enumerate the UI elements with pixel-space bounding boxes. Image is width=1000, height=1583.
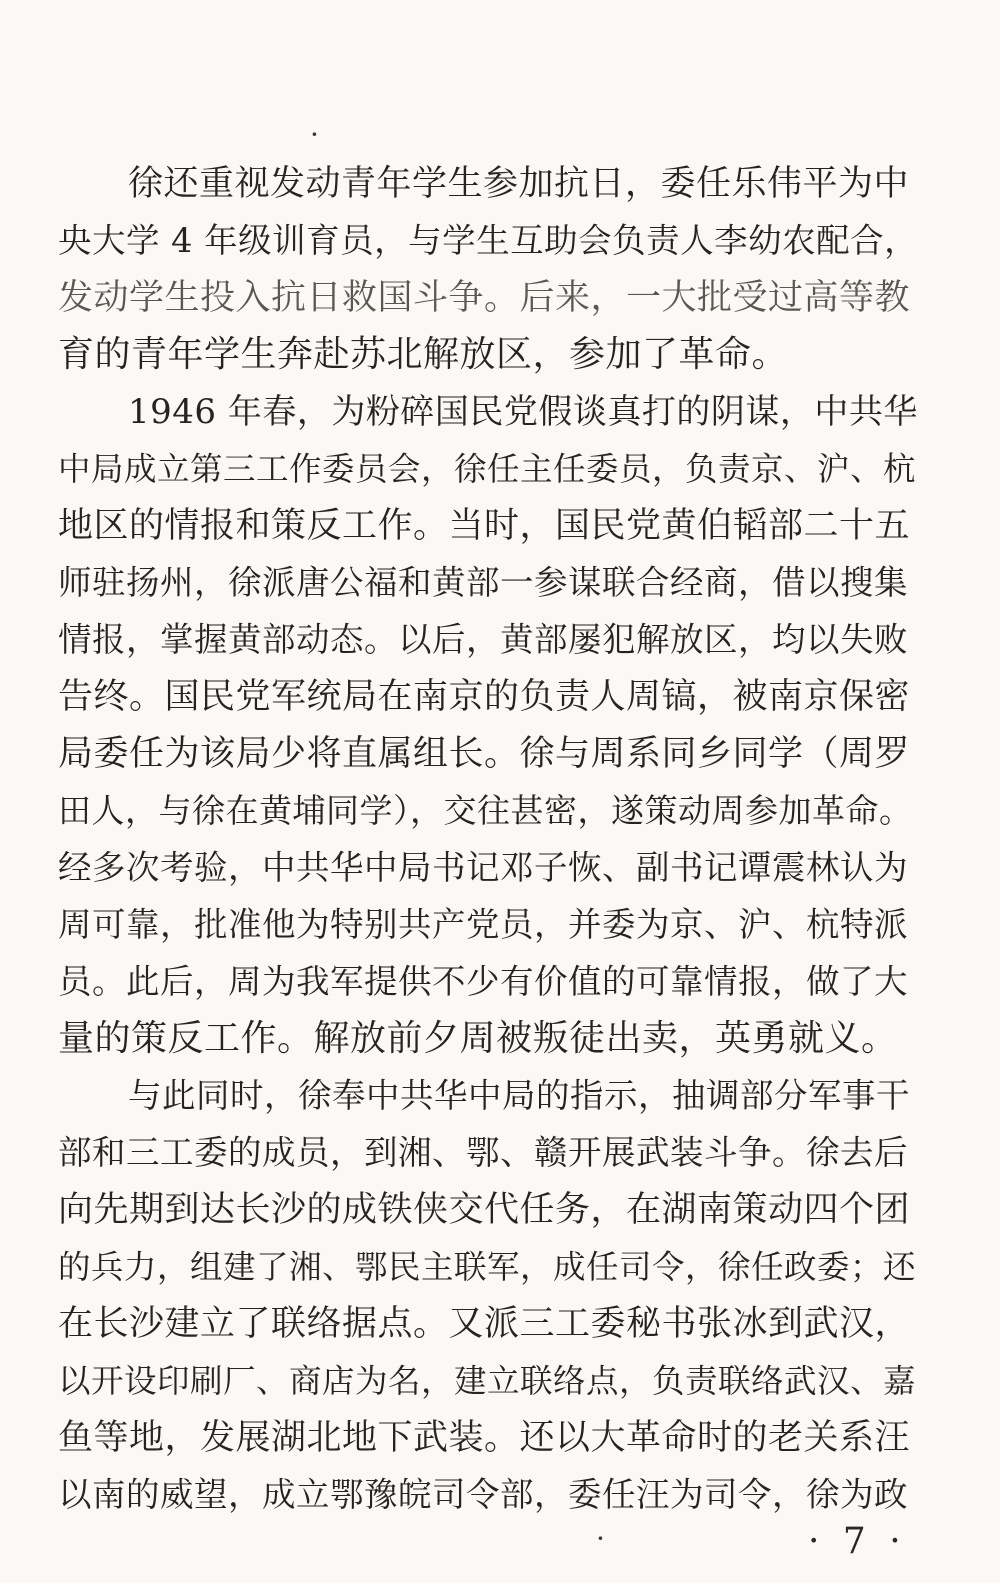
text-line: 在长沙建立了联络据点。又派三工委秘书张冰到武汉，: [58, 1304, 911, 1344]
text-line: 鱼等地，发展湖北地下武装。还以大革命时的老关系汪: [58, 1418, 911, 1458]
text-line: 育的青年学生奔赴苏北解放区，参加了革命。: [58, 334, 789, 375]
text-line: 向先期到达长沙的成铁侠交代任务，在湖南策动四个团: [58, 1190, 911, 1230]
text-line: 量的策反工作。解放前夕周被叛徒出卖，英勇就义。: [58, 1018, 898, 1059]
text-line: 周可靠，批准他为特别共产党员，并委为京、沪、杭特派: [58, 905, 908, 944]
text-line: 的兵力，组建了湘、鄂民主联军，成任司令，徐任政委；还: [58, 1248, 917, 1286]
page-number: · 7 ·: [808, 1521, 907, 1562]
text-line: 1946 年春，为粉碎国民党假谈真打的阴谋，中共华: [128, 392, 918, 432]
text-line: 央大学 4 年级训育员，与学生互助会负责人李幼农配合，: [58, 221, 919, 260]
text-line: 地区的情报和策反工作。当时，国民党黄伯韬部二十五: [58, 506, 911, 546]
text-line: 中局成立第三工作委员会，徐任主任委员，负责京、沪、杭: [58, 450, 917, 488]
text-line: 告终。国民党军统局在南京的负责人周镐，被南京保密: [58, 677, 911, 717]
text-line: 员。此后，周为我军提供不少有价值的可靠情报，做了大: [58, 962, 908, 1001]
text-line: 徐还重视发动青年学生参加抗日，委任乐伟平为中: [128, 164, 910, 204]
text-line: 发动学生投入抗日救国斗争。后来，一大批受过高等教: [58, 278, 911, 318]
text-line: 以南的威望，成立鄂豫皖司令部，委任汪为司令，徐为政: [58, 1475, 908, 1514]
text-line: 田人，与徐在黄埔同学），交往甚密，遂策动周参加革命。: [58, 791, 913, 830]
stray-mark: ·: [310, 118, 319, 151]
text-line: 情报，掌握黄部动态。以后，黄部屡犯解放区，均以失败: [58, 620, 908, 659]
text-line: 与此同时，徐奉中共华中局的指示，抽调部分军事干: [128, 1076, 910, 1115]
text-line: 经多次考验，中共华中局书记邓子恢、副书记谭震林认为: [58, 848, 908, 887]
text-line: 以开设印刷厂、商店为名，建立联络点，负责联络武汉、嘉: [58, 1362, 917, 1400]
text-line: 局委任为该局少将直属组长。徐与周系同乡同学（周罗: [58, 734, 911, 774]
text-line: 师驻扬州，徐派唐公福和黄部一参谋联合经商，借以搜集: [58, 563, 908, 602]
stray-mark: ·: [596, 1522, 605, 1555]
text-line: 部和三工委的成员，到湘、鄂、赣开展武装斗争。徐去后: [58, 1133, 908, 1172]
